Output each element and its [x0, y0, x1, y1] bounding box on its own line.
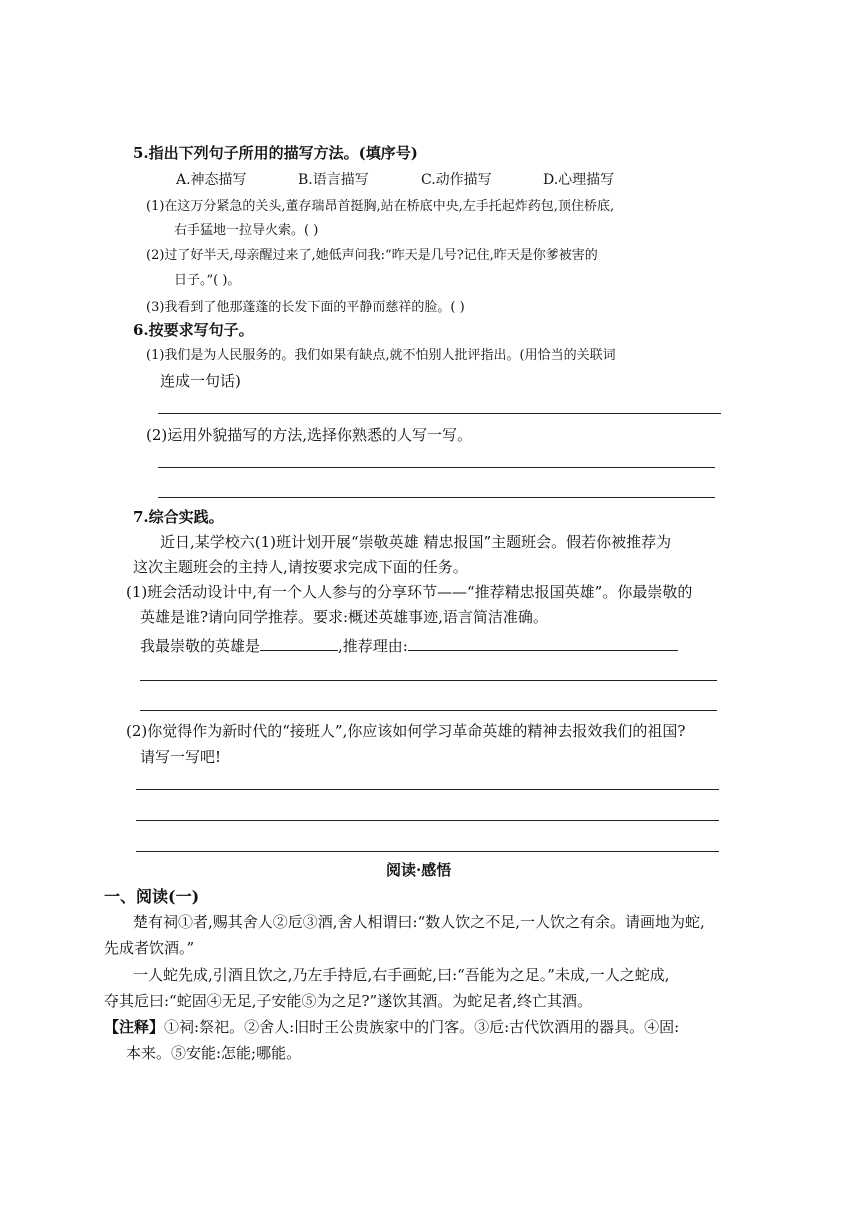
q7-part-2b: 请写一写吧!	[140, 748, 222, 766]
annotation-label: 【注释】	[104, 1018, 165, 1036]
q6-item-1b: 连成一句话)	[160, 372, 241, 390]
q6-item-2: (2)运用外貌描写的方法,选择你熟悉的人写一写。	[146, 426, 473, 444]
annotation-line-2: 本来。⑤安能:怎能;哪能。	[126, 1044, 302, 1062]
answer-line[interactable]	[136, 851, 719, 852]
answer-line[interactable]	[140, 710, 717, 711]
q5-sentence-3: (3)我看到了他那蓬蓬的长发下面的平静而慈祥的脸。( )	[146, 300, 465, 315]
q5-option-a: A.神态描写	[176, 172, 247, 188]
q5-option-d: D.心理描写	[543, 172, 615, 188]
hero-recommend-line	[140, 636, 678, 656]
q7-intro-b: 这次主题班会的主持人,请按要求完成下面的任务。	[133, 558, 468, 576]
passage-line-2: 先成者饮酒。”	[104, 939, 195, 957]
answer-line[interactable]	[136, 820, 719, 821]
passage-line-4: 夺其卮曰:“蛇固④无足,子安能⑤为之足?”遂饮其酒。为蛇足者,终亡其酒。	[104, 992, 592, 1010]
q5-sentence-1b: 右手猛地一拉导火索。( )	[174, 223, 319, 238]
hero-label: 我最崇敬的英雄是	[140, 637, 261, 655]
q5-title: 5.指出下列句子所用的描写方法。(填序号)	[133, 144, 418, 162]
answer-line[interactable]	[136, 789, 719, 790]
reason-blank[interactable]	[408, 636, 678, 651]
q7-part-1a: (1)班会活动设计中,有一个人人参与的分享环节——“推荐精忠报国英雄”。你最崇敬的	[126, 583, 693, 601]
q5-sentence-1a: (1)在这万分紧急的关头,董存瑞昂首挺胸,站在桥底中央,左手托起炸药包,顶住桥底,	[146, 199, 615, 214]
q5-option-c: C.动作描写	[421, 172, 492, 188]
q6-title: 6.按要求写句子。	[133, 321, 254, 339]
annotation-line-1	[104, 1017, 679, 1037]
answer-line[interactable]	[158, 497, 715, 498]
answer-line[interactable]	[140, 680, 717, 681]
q5-option-b: B.语言描写	[298, 172, 369, 188]
q7-intro-a: 近日,某学校六(1)班计划开展“崇敬英雄 精忠报国”主题班会。假若你被推荐为	[160, 533, 672, 551]
q7-part-1b: 英雄是谁?请向同学推荐。要求:概述英雄事迹,语言简洁准确。	[140, 608, 548, 626]
q7-part-2a: (2)你觉得作为新时代的“接班人”,你应该如何学习革命英雄的精神去报效我们的祖国?	[126, 722, 686, 740]
q7-title: 7.综合实践。	[133, 508, 224, 526]
annotation-text-1: ①祠:祭祀。②舍人:旧时王公贵族家中的门客。③卮:古代饮酒用的器具。④固:	[164, 1018, 680, 1036]
answer-line[interactable]	[158, 467, 715, 468]
section-title: 阅读·感悟	[386, 861, 452, 879]
reason-label: ,推荐理由:	[338, 637, 408, 655]
q5-sentence-2b: 日子。”( )。	[174, 273, 241, 288]
q5-sentence-2a: (2)过了好半天,母亲醒过来了,她低声问我:“昨天是几号?记住,昨天是你爹被害的	[146, 248, 598, 263]
passage-line-1: 楚有祠①者,赐其舍人②卮③酒,舍人相谓曰:“数人饮之不足,一人饮之有余。请画地为蛇,	[133, 913, 705, 931]
answer-line[interactable]	[158, 413, 721, 414]
q6-item-1a: (1)我们是为人民服务的。我们如果有缺点,就不怕别人批评指出。(用恰当的关联词	[146, 348, 616, 363]
hero-name-blank[interactable]	[260, 636, 338, 651]
passage-line-3: 一人蛇先成,引酒且饮之,乃左手持卮,右手画蛇,曰:“吾能为之足。”未成,一人之蛇成,	[133, 966, 670, 984]
reading-heading: 一、阅读(一)	[104, 887, 200, 906]
